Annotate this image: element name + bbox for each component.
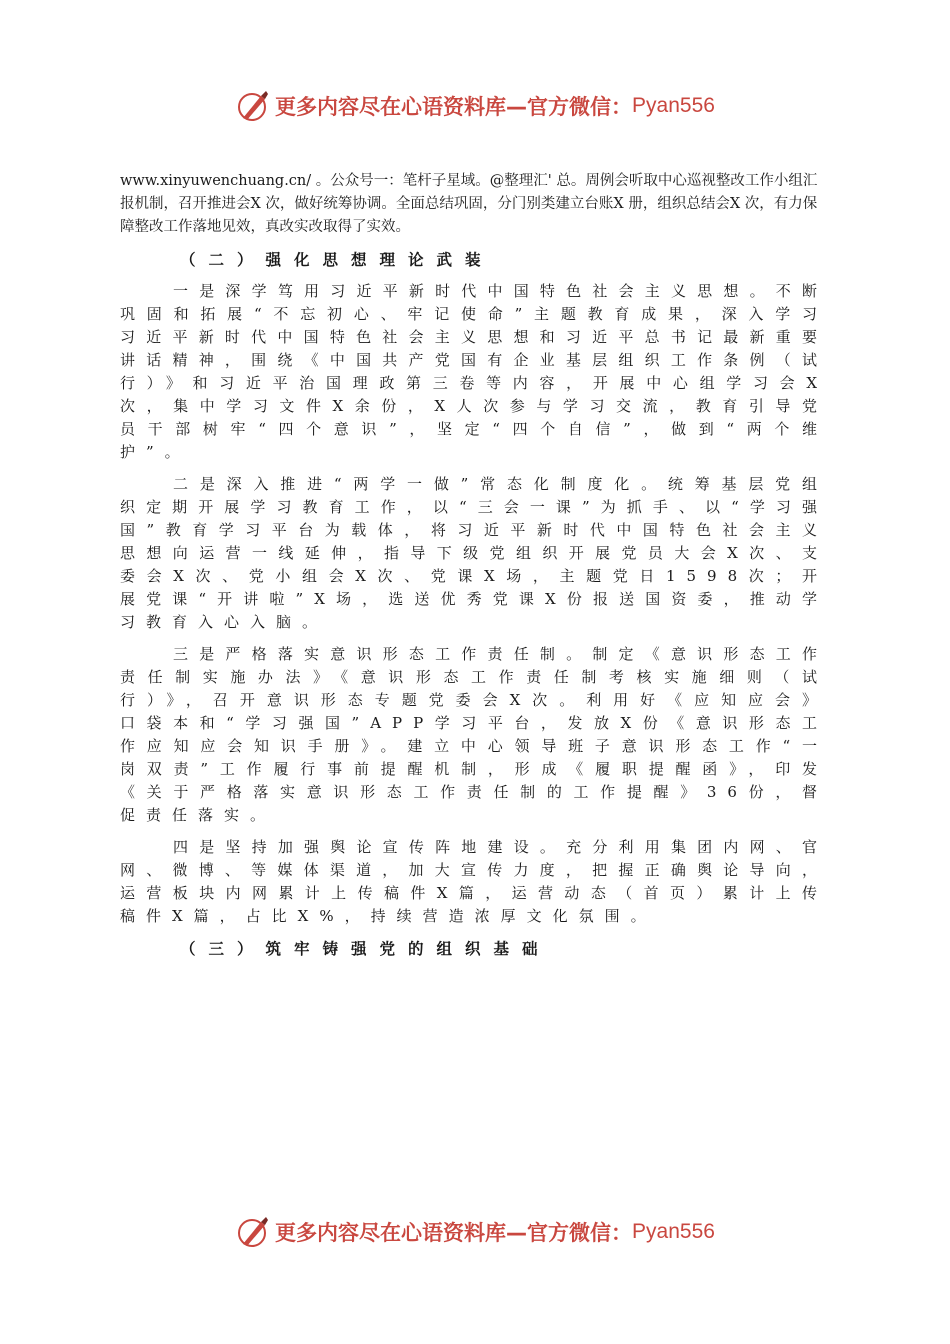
pen-logo-icon <box>235 88 271 124</box>
section-2-heading: （二）强化思想理论武装 <box>180 250 494 269</box>
document-body <box>120 170 828 969</box>
footer-banner <box>0 1210 950 1254</box>
section-3-heading: （三）筑牢铸强党的组织基础 <box>180 939 551 958</box>
section-2-paragraph-2: 二是深入推进“两学一做”常态化制度化。统筹基层党组织定期开展学习教育工作，以“三会一课”为抓手、以“学习强国”教育学习平台为载体，将习近平新时代中国特色社会主义思想向运营一线延伸，指导下级党组织开展党员大会X次、支委会X次、党小组会X次、党课X场，主题党日1598次；开展党课“开讲啦”X场，选送优秀党课X份报送国资委，推动学习教育入心入脑。 <box>120 475 828 631</box>
section-2-paragraph-1: 一是深学笃用习近平新时代中国特色社会主义思想。不断巩固和拓展“不忘初心、牢记使命”主题教育成果，深入学习习近平新时代中国特色社会主义思想和习近平总书记最新重要讲话精神，围绕《中国共产党国有企业基层组织工作条例（试行）》和习近平治国理政第三卷等内容，开展中心组学习会X次，集中学习文件X余份，X人次参与学习交流，教育引导党员干部树牢“四个意识”，坚定“四个自信”，做到“两个维护”。 <box>120 282 828 461</box>
banner-text: 更多内容尽在心语资料库—官方微信： <box>275 1221 633 1245</box>
section-2-paragraph-3: 三是严格落实意识形态工作责任制。制定《意识形态工作责任制实施办法》《意识形态工作责任制考核实施细则（试行）》，召开意识形态专题党委会X次。利用好《应知应会》口袋本和“学习强国”APP学习平台，发放X份《意识形态工作应知应会知识手册》。建立中心领导班子意识形态工作“一岗双责”工作履行事前提醒机制，形成《履职提醒函》，印发《关于严格落实意识形态工作责任制的工作提醒》36份，督促责任落实。 <box>120 645 828 824</box>
section-2-paragraph-4: 四是坚持加强舆论宣传阵地建设。充分利用集团内网、官网、微博、等媒体渠道，加大宣传力度，把握正确舆论导向，运营板块内网累计上传稿件X篇，运营动态（首页）累计上传稿件X篇，占比X%，持续营造浓厚文化氛围。 <box>120 838 828 925</box>
intro-paragraph: www.xinyuwenchuang.cn/ 。公众号一：笔杆子星域。@整理汇' 总。周例会听取中心巡视整改工作小组汇报机制，召开推进会X 次，做好统筹协调。全面总结巩固，分门别类建立台账X 册，组织总结会X 次，有力保障整改工作落地见效，真改实改取得了实效。 <box>120 173 818 235</box>
pen-logo-icon <box>235 1214 271 1250</box>
banner-wechat-id: Pyan556 <box>632 1220 715 1243</box>
banner-wechat-id: Pyan556 <box>632 94 715 117</box>
banner-text: 更多内容尽在心语资料库—官方微信： <box>275 95 633 119</box>
header-banner <box>0 84 950 128</box>
